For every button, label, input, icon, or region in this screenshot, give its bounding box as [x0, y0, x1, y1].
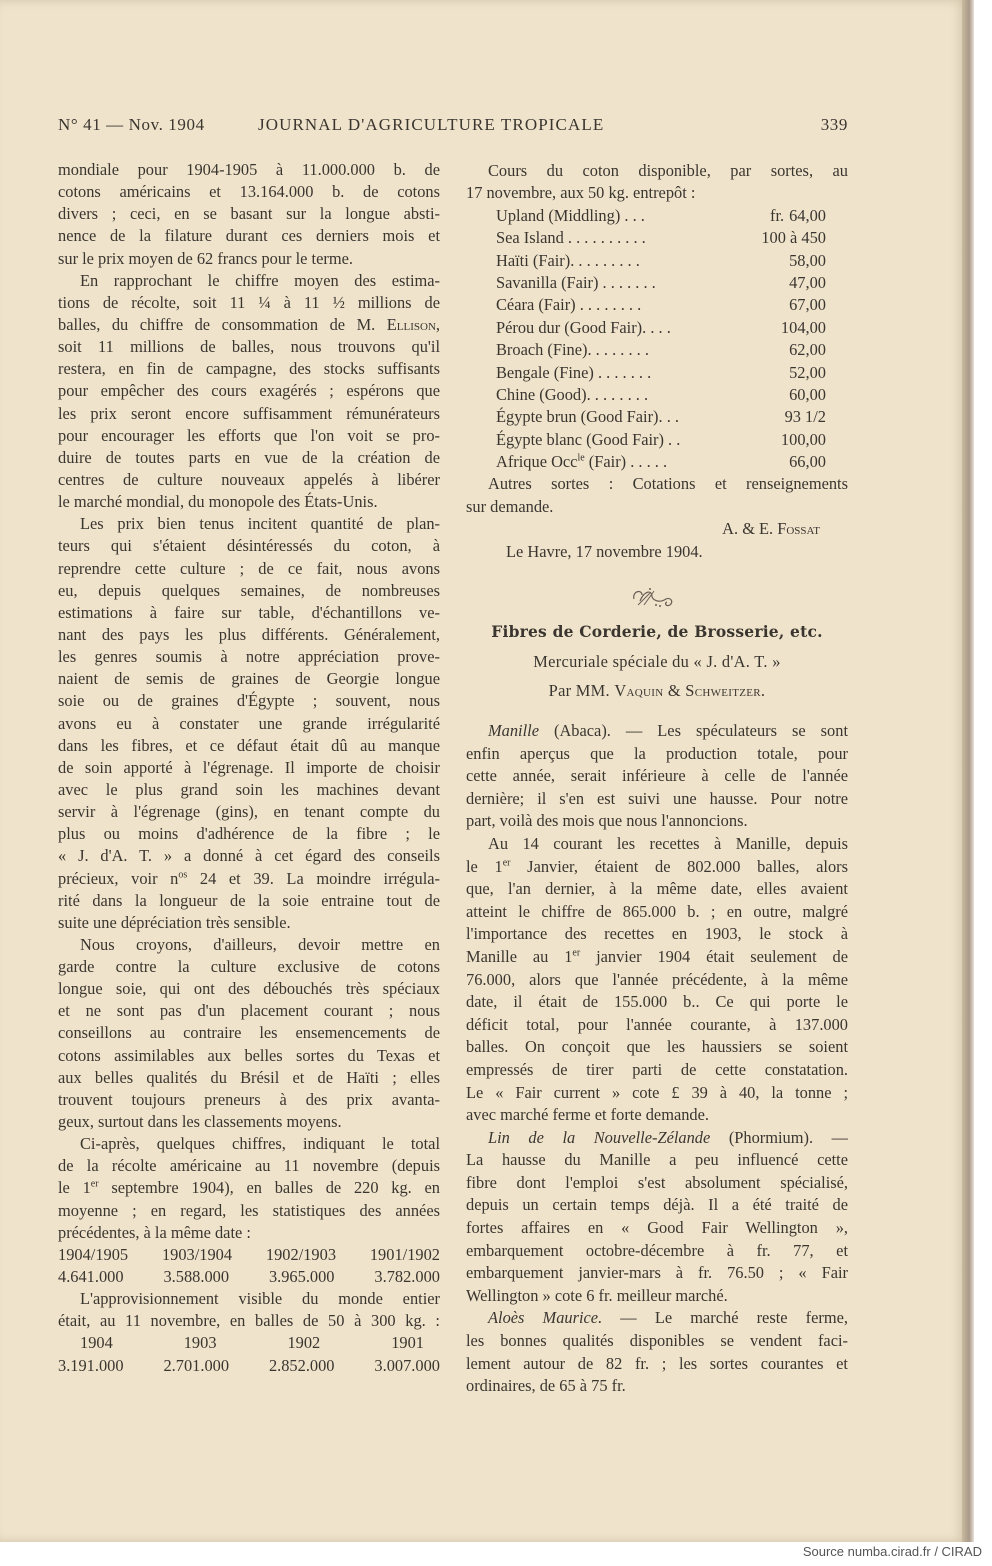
- text-line: fortes affaires en « Good Fair Wellington »,: [466, 1218, 848, 1238]
- price-label: [496, 339, 649, 361]
- price-name: Savanilla (Fair) . . . . . . .: [496, 272, 656, 292]
- stats-cell: 3.965.000: [268, 1267, 335, 1287]
- text-line: teurs qui s'étaient désintéressés du coton, à: [58, 536, 440, 556]
- text-line: eu, depuis quelques semaines, de nombreuses: [58, 580, 440, 600]
- text-line: reprendre cette culture ; de ce fait, nous avons: [58, 558, 440, 578]
- text-line: déficit total, pour l'année courante, à 137.000: [466, 1014, 848, 1034]
- stats-cell: 1901/1902: [369, 1244, 440, 1264]
- text-line: Wellington » cote 6 fr. meilleur marché.: [466, 1285, 728, 1305]
- price-name: Upland (Middling) . . .: [496, 205, 645, 225]
- text-segment: Aloès Maurice.: [488, 1308, 603, 1328]
- text-line: dernière; il s'en est suivi une hausse. Pour notre: [466, 788, 848, 808]
- text-line: restera, en fin de campagne, des stocks suffisants: [58, 359, 440, 379]
- byline-prefix: Par MM.: [548, 681, 615, 700]
- price-unit: fr.: [770, 205, 785, 225]
- text-line: date, il était de 155.000 b.. Ce qui porte le: [466, 992, 848, 1012]
- text-line: nence de la filature durant ces derniers mois et: [58, 226, 440, 246]
- text-line: cotons assimilables aux belles sortes du Texas et: [58, 1045, 440, 1065]
- price-label: [496, 205, 645, 227]
- text-line: de soin apporté à l'égrenage. Il importe de choisir: [58, 757, 440, 777]
- issue-label: N° 41 — Nov. 1904: [58, 115, 205, 134]
- text-line: suite une dépréciation très sensible.: [58, 912, 291, 932]
- text-segment: ,: [435, 314, 440, 334]
- stats-row: [58, 1266, 440, 1288]
- price-name: Haïti (Fair). . . . . . . . .: [496, 250, 640, 270]
- price-label: [496, 406, 679, 428]
- text-line: centres de culture nouveaux appelés à libérer: [58, 469, 440, 489]
- text-line: plus ou moins d'adhérence de la fibre ; le: [58, 824, 440, 844]
- text-segment: 24 et 39. La moindre irrégula-: [187, 868, 440, 888]
- text-line: La hausse du Manille a peu influencé cette: [466, 1150, 848, 1170]
- text-line: estimations à faire sur table, d'échantillons ve-: [58, 602, 440, 622]
- price-row: [466, 451, 848, 473]
- stats-cell: 1903: [183, 1333, 217, 1353]
- text-line: soit 11 millions de balles, nous trouvons qu'il: [58, 337, 440, 357]
- text-line: depuis un certain temps déjà. Il a été traité de: [466, 1195, 848, 1215]
- stats-cell: 3.782.000: [374, 1267, 440, 1287]
- text-segment: (Phormium). —: [710, 1127, 848, 1147]
- price-row: [466, 294, 848, 316]
- stats-cell: 2.852.000: [268, 1355, 335, 1375]
- text-segment: er: [502, 857, 511, 869]
- text-line: était, au 11 novembre, en balles de 50 à 300 kg. :: [58, 1311, 440, 1331]
- text-line: « J. d'A. T. » a donné à cet égard des conseils: [58, 846, 440, 866]
- price-name: Pérou dur (Good Fair). . . .: [496, 317, 671, 337]
- text-segment: balles, du chiffre de consommation de M.: [58, 314, 387, 334]
- text-line: Nous croyons, d'ailleurs, devoir mettre en: [80, 934, 440, 954]
- text-segment: septembre 1904), en balles de 220 kg. en: [98, 1178, 440, 1198]
- price-row: [466, 227, 848, 249]
- text-line: [466, 856, 848, 879]
- text-line: ordinaires, de 65 à 75 fr.: [466, 1376, 626, 1396]
- text-line: Au 14 courant les recettes à Manille, depuis: [488, 833, 848, 853]
- price-row: [466, 250, 848, 272]
- price-name: Égypte brun (Good Fair). . .: [496, 407, 679, 427]
- text-line: En rapprochant le chiffre moyen des estima-: [80, 270, 440, 290]
- price-row: [466, 362, 848, 384]
- text-line: avec le plus grand soin les machines devant: [58, 779, 440, 799]
- running-header: [58, 115, 848, 139]
- text-line: embarquement octobre-décembre à fr. 77, et: [466, 1240, 848, 1260]
- text-segment: Manille au 1: [466, 946, 573, 966]
- price-label: [496, 227, 646, 249]
- stats-cell: 3.007.000: [374, 1355, 440, 1375]
- stats-row: [58, 1332, 440, 1354]
- text-segment: os: [178, 869, 188, 881]
- source-credit: Source numba.cirad.fr / CIRAD: [802, 1544, 982, 1559]
- text-segment: er: [572, 947, 581, 959]
- price-label: [496, 451, 667, 473]
- price-value: 93 1/2: [784, 407, 826, 427]
- price-name: Sea Island . . . . . . . . . .: [496, 228, 646, 248]
- text-segment: A. & E.: [722, 519, 778, 539]
- stats-row: [58, 1355, 440, 1377]
- text-segment: le 1: [58, 1178, 91, 1198]
- text-line: aux belles qualités du Brésil et de Haïti ; elles: [58, 1067, 440, 1087]
- price-name-sup: le: [577, 452, 585, 464]
- page-number: 339: [820, 115, 848, 134]
- stats-cell: 2.701.000: [163, 1355, 230, 1375]
- text-line: l'importance des recettes en 1903, le stock à: [466, 924, 848, 944]
- text-line: soie ou de graines d'Égypte ; souvent, nous: [58, 691, 440, 711]
- text-line: cette année, serait inférieure à celle de l'année: [466, 766, 848, 786]
- text-line: les prix seront encore suffisamment rémunérateurs: [58, 403, 440, 423]
- text-line: atteint le chiffre de 865.000 b. ; en outre, malgré: [466, 901, 848, 921]
- text-line: le marché mondial, du monopole des États-Unis.: [58, 492, 378, 512]
- price-value: 66,00: [789, 452, 826, 472]
- text-line: embarquement janvier-mars à fr. 76.50 ; « Fair: [466, 1263, 848, 1283]
- text-line: et ne sont pas d'un placement courant ; nous: [58, 1001, 440, 1021]
- text-line: dans les fibres, et ce défaut était dû au manque: [58, 735, 440, 755]
- price-row: [466, 429, 848, 451]
- stats-cell: 1903/1904: [161, 1244, 233, 1264]
- text-line: [58, 1177, 440, 1199]
- price-value: 100 à 450: [761, 228, 826, 248]
- text-line: tions de récolte, soit 11 ¼ à 11 ½ millions de: [58, 292, 440, 312]
- text-segment: janvier 1904 était seulement de: [580, 946, 848, 966]
- text-line: sur demande.: [466, 496, 554, 516]
- text-line: [58, 868, 440, 890]
- text-line: duire de toutes parts en vue de la création de: [58, 447, 440, 467]
- price-value: 52,00: [789, 362, 826, 382]
- text-segment: er: [90, 1179, 99, 1190]
- price-value: 60,00: [789, 384, 826, 404]
- price-name: Chine (Good). . . . . . . .: [496, 384, 649, 404]
- price-label: [496, 272, 656, 294]
- text-line: avons eu à constater une grande irrégularité: [58, 713, 440, 733]
- text-line: les genres soumis à notre appréciation prove-: [58, 647, 440, 667]
- price-name-rest: (Fair) . . . . .: [584, 452, 668, 472]
- price-value: 47,00: [789, 272, 826, 292]
- section-byline: [466, 681, 848, 701]
- price-row: [466, 339, 848, 361]
- price-name: Bengale (Fine) . . . . . . .: [496, 362, 652, 382]
- text-line: précédentes, à la même date :: [58, 1222, 251, 1242]
- stats-cell: 3.191.000: [58, 1355, 124, 1375]
- price-label: [496, 384, 648, 406]
- text-line: empressés de tirer parti de cette constatation.: [466, 1059, 848, 1079]
- ornament-icon: [630, 585, 676, 609]
- text-line: nant des pays les plus différents. Généralement,: [58, 624, 440, 644]
- text-line: rité dans la longueur de la soie entraine tout de: [58, 890, 440, 910]
- left-column: [58, 159, 440, 1377]
- text-line: de la récolte américaine au 11 novembre (depuis: [58, 1156, 440, 1176]
- text-segment: le 1: [466, 856, 503, 876]
- price-row: [466, 272, 848, 294]
- text-segment: (Abaca). — Les spéculateurs se sont: [538, 721, 848, 740]
- price-name: Afrique Occ: [496, 452, 578, 472]
- stats-cell: 1904/1905: [58, 1244, 129, 1264]
- price-name: Broach (Fine). . . . . . . .: [496, 340, 649, 360]
- text-line: L'approvisionnement visible du monde entier: [80, 1289, 440, 1309]
- text-line: que, l'an dernier, à la même date, elles avaient: [466, 879, 848, 899]
- price-label: [496, 429, 680, 451]
- text-segment: Ellison: [386, 314, 436, 334]
- text-segment: Janvier, étaient de 802.000 balles, alors: [510, 856, 848, 876]
- text-line: geux, surtout dans les classements moyens.: [58, 1112, 342, 1132]
- stats-cell: 1904: [80, 1333, 113, 1353]
- stats-cell: 1902/1903: [265, 1244, 337, 1264]
- price-label: [496, 294, 641, 316]
- text-line: lement autour de 82 fr. ; les sortes courantes et: [466, 1353, 848, 1373]
- text-segment: Manille: [488, 721, 539, 740]
- price-label: [496, 250, 640, 272]
- price-label: [496, 317, 671, 339]
- price-value: 62,00: [789, 340, 826, 360]
- text-line: balles. On conçoit que les haussiers se soient: [466, 1037, 848, 1057]
- byline-names: Vaquin & Schweitzer.: [614, 681, 766, 700]
- text-line: les bonnes qualités disponibles se vendent faci-: [466, 1331, 848, 1351]
- text-line: [466, 518, 848, 540]
- price-row: [466, 205, 848, 227]
- price-value: 100,00: [780, 429, 826, 449]
- text-line: pour empêcher des cours exagérés ; espérons que: [58, 381, 440, 401]
- right-column-body: [466, 720, 848, 1398]
- text-line: conseillons au contraire les ensemencements de: [58, 1023, 440, 1043]
- right-column-prices: [466, 160, 848, 563]
- text-line: 76.000, alors que l'année précédente, à la même: [466, 969, 848, 989]
- price-value: 104,00: [780, 317, 826, 337]
- section-header: [466, 622, 848, 701]
- price-value: 58,00: [789, 250, 826, 270]
- text-line: mondiale pour 1904-1905 à 11.000.000 b. de: [58, 160, 440, 179]
- text-line: fibre dont l'emploi s'est absolument spécialisé,: [466, 1172, 848, 1192]
- text-line: longue soie, qui ont des débouchés très spéciaux: [58, 979, 440, 999]
- section-title: Fibres de Corderie, de Brosserie, etc.: [491, 622, 823, 641]
- price-row: [466, 317, 848, 339]
- text-line: garde contre la culture exclusive de cotons: [58, 957, 440, 977]
- text-line: [466, 946, 848, 969]
- journal-title: JOURNAL D'AGRICULTURE TROPICALE: [258, 115, 605, 134]
- price-value: 67,00: [789, 295, 826, 315]
- stats-cell: 1902: [287, 1333, 321, 1353]
- page-edge: [962, 0, 974, 1542]
- text-line: naient de semis de graines de Georgie longue: [58, 669, 440, 689]
- text-segment: précieux, voir n: [58, 868, 179, 888]
- price-row: [466, 406, 848, 428]
- text-segment: — Le marché reste ferme,: [602, 1308, 848, 1328]
- text-line: [466, 1307, 848, 1330]
- stats-row: [58, 1244, 440, 1266]
- text-line: servir à l'égrenage (gins), en tenant compte du: [58, 802, 440, 822]
- text-line: Autres sortes : Cotations et renseignements: [488, 474, 848, 494]
- price-row: [466, 384, 848, 406]
- text-line: pour encourager les efforts que l'on voit se pro-: [58, 425, 440, 445]
- text-line: [466, 720, 848, 743]
- text-line: [466, 1127, 848, 1150]
- section-subtitle: Mercuriale spéciale du « J. d'A. T. »: [533, 652, 781, 671]
- text-line: cotons américains et 13.164.000 b. de cotons: [58, 182, 440, 202]
- text-line: Ci-après, quelques chiffres, indiquant le total: [80, 1134, 440, 1154]
- text-line: [58, 314, 440, 336]
- price-name: Égypte blanc (Good Fair) . .: [496, 429, 681, 449]
- stats-cell: 1901: [391, 1333, 424, 1353]
- price-name: Céara (Fair) . . . . . . . .: [496, 295, 642, 315]
- text-line: divers ; ceci, en se basant sur la longue absti-: [58, 204, 440, 224]
- text-line: Cours du coton disponible, par sortes, au: [488, 161, 848, 180]
- stats-cell: 3.588.000: [163, 1267, 230, 1287]
- text-line: Les prix bien tenus incitent quantité de plan-: [80, 514, 440, 534]
- text-segment: Lin de la Nouvelle-Zélande: [488, 1127, 711, 1147]
- text-line: Le Havre, 17 novembre 1904.: [506, 541, 703, 561]
- stats-cell: 4.641.000: [58, 1267, 124, 1287]
- text-line: part, voilà des mois que nous l'annoncions.: [466, 811, 748, 831]
- text-segment: Fossat: [777, 519, 820, 539]
- text-line: moyenne ; en regard, les statistiques des années: [58, 1200, 440, 1220]
- text-line: 17 novembre, aux 50 kg. entrepôt :: [466, 183, 696, 203]
- price-value: 64,00: [789, 205, 826, 225]
- text-line: enfin aperçus que la production totale, pour: [466, 743, 848, 763]
- text-line: sur le prix moyen de 62 francs pour le terme.: [58, 248, 353, 268]
- price-label: [496, 362, 651, 384]
- text-line: avec marché ferme et forte demande.: [466, 1105, 709, 1125]
- text-line: trouvent toujours preneurs à des prix avanta-: [58, 1089, 440, 1109]
- text-line: Le « Fair current » cote £ 39 à 40, la tonne ;: [466, 1082, 848, 1102]
